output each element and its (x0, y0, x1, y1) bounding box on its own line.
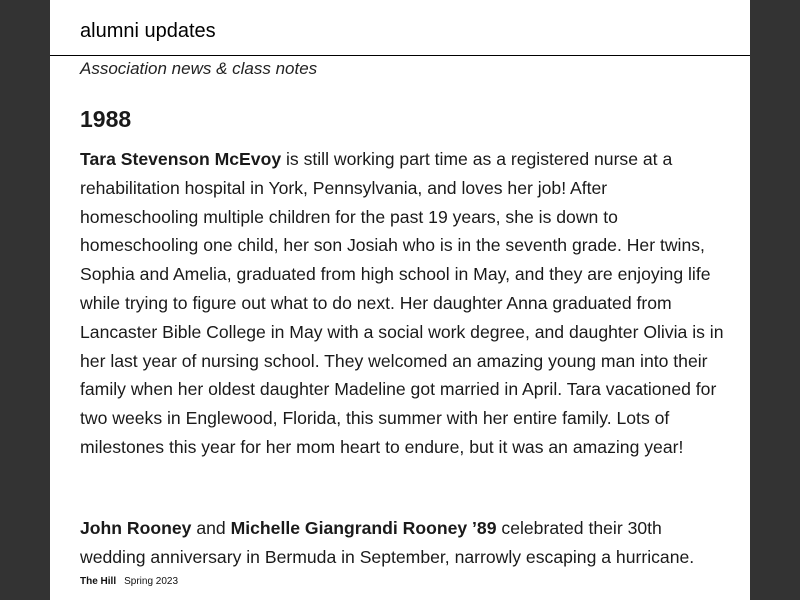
note-text: celebrated their 30th wedding anniversary in Bermuda in September, narrowly escaping a hurricane. (80, 518, 695, 567)
note-connector: and (191, 518, 231, 538)
alumni-name: Tara Stevenson McEvoy (80, 149, 282, 169)
class-note (80, 145, 724, 462)
alumni-name: Michelle Giangrandi Rooney ’89 (230, 518, 497, 538)
issue-date: Spring 2023 (124, 576, 179, 587)
section-subtitle: Association news & class notes (80, 59, 318, 78)
section-masthead: alumni updates (80, 20, 216, 42)
header-divider (50, 55, 750, 56)
article-page (50, 0, 750, 600)
note-text: is still working part time as a registered nurse at a rehabilitation hospital in York, Pennsylvania, and loves her job! After homeschooling multiple children for the past 19 years, she is down to homeschooling one child, her son Josiah who is in the seventh grade. Her twins, Sophia and Amelia, graduated from high school in May, and they are enjoying life while trying to figure out what to do next. Her daughter Anna graduated from Lancaster Bible College in May with a social work degree, and daughter Olivia is in her last year of nursing school. They welcomed an amazing young man into their family when her oldest daughter Madeline got married in April. Tara vacationed for two weeks in Englewood, Florida, this summer with her entire family. Lots of milestones this year for her mom heart to endure, but it was an amazing year! (80, 149, 724, 457)
alumni-name: John Rooney (80, 518, 192, 538)
page-footer (80, 576, 178, 588)
class-note (80, 514, 724, 572)
publication-name: The Hill (80, 576, 117, 587)
class-year-heading: 1988 (80, 106, 132, 132)
